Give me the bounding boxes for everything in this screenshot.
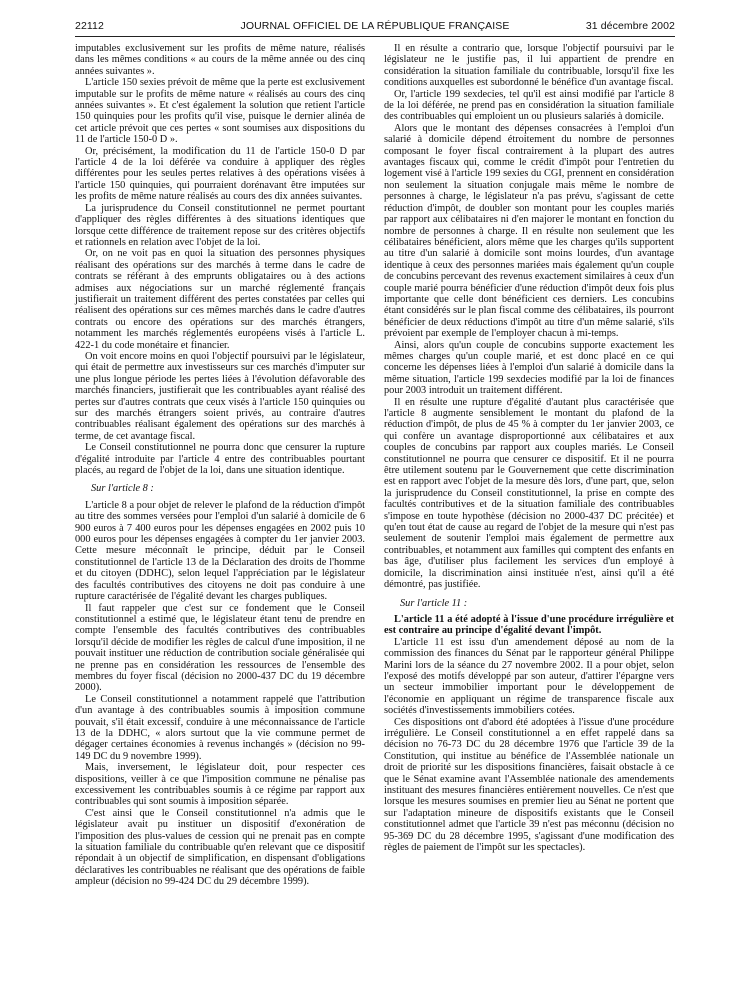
paragraph: L'article 11 est issu d'un amendement déposé au nom de la commission des finances du Sénat par le rapporteur général Philippe Marini lors de la séance du 27 novembre 2002. Il a pour objet, selon l'exposé des motifs développé par son auteur, d'attirer l'épargne vers un secteur immobilier important pour le développement de l'économie en appliquant un régime de transparence fiscale aux sociétés d'investissements immobiliers cotées. <box>384 636 674 717</box>
paragraph: Ces dispositions ont d'abord été adoptées à l'issue d'une procédure irrégulière. Le Conseil constitutionnel a en effet rappelé dans sa décision no 76-73 DC du 28 décembre 1976 que l'article 39 de la Constitution, qui institue au bénéfice de l'Assemblée nationale un droit de priorité sur les dispositions financières, faisait obstacle à ce que le Sénat examine avant l'Assemblée nationale des amendements instituant des mesures financières entièrement nouvelles. Ce n'est que lorsque les mesures soumises en premier lieu au Sénat ne portent que sur l'adaptation mineure de dispositifs existants que le Conseil constitutionnel admet que l'article 39 n'est pas méconnu (décision no 95-369 DC du 28 décembre 1995, s'agissant d'une modification des règles de paiement de l'impôt sur les spectacles). <box>384 716 674 854</box>
paragraph: Or, l'article 199 sexdecies, tel qu'il est ainsi modifié par l'article 8 de la loi déférée, ne prend pas en considération la situation familiale des contribuables qui emploient un ou plusieurs salariés à domicile. <box>384 88 674 123</box>
paragraph: Il en résulte a contrario que, lorsque l'objectif poursuivi par le législateur ne le justifie pas, il lui appartient de prendre en considération la situation familiale du contribuable, lorsqu'il fixe les conditions auxquelles est subordonné le bénéfice d'un avantage fiscal. <box>384 43 674 89</box>
section-heading: Sur l'article 8 : <box>91 483 154 495</box>
paragraph: Il en résulte une rupture d'égalité d'autant plus caractérisée que l'article 8 augmente sensiblement le montant du plafond de la réduction d'impôt, de plus de 45 % à compter du 1er janvier 2003, ce qui confère un avantage disproportionné aux célibataires et aux couples de concubins par rapport aux couples mariés. Le Conseil constitutionnel ne pourra que censurer ce dispositif. Et il ne pourra être utilement soutenu par le Gouvernement que cette discrimination est en rapport avec l'objet de la mesure dès lors, d'une part, que, selon la jurisprudence du Conseil constitutionnel, la prise en compte des facultés contributives et de la situation familiale des contribuables s'impose en toute hypothèse (décision no 2000-437 DC précitée) et qu'en tout état de cause au regard de l'objet de la mesure qui n'est pas seulement de soutenir l'emploi mais également de permettre aux contribuables, et notamment aux familles qui comptent des enfants en bas âge, d'utiliser plus facilement les services d'un employé à domicile, la discrimination ainsi instituée n'est, ainsi qu'il a été démontré, pas justifiée. <box>384 396 674 591</box>
left-column <box>75 43 365 888</box>
paragraph: On voit encore moins en quoi l'objectif poursuivi par le législateur, qui était de permettre aux investisseurs sur ces marchés d'imputer sur une plus longue période les pertes liées à l'évolution défavorable des marchés financiers, justifierait que les contribuables ayant réalisé des pertes sur d'autres contrats que ceux visés à l'article 150 quinquies ou sur des marchés étrangers soient privés, au contraire d'autres contribuables réalisant également des opérations sur des marchés à terme, de cet avantage fiscal. <box>75 350 365 442</box>
journal-title: JOURNAL OFFICIEL DE LA RÉPUBLIQUE FRANÇAISE <box>240 20 510 32</box>
paragraph: C'est ainsi que le Conseil constitutionnel n'a admis que le législateur avait pu instituer un dispositif d'exonération de l'imposition des plus-values de cession qui ne prenait pas en compte la situation familiale du contribuable qu'en relevant que ce dispositif répondait à un objectif de simplification, en dispensant d'obligations déclaratives les contribuables ne réalisant que des opérations de faible ampleur (décision no 99-424 DC du 29 décembre 1999). <box>75 807 365 888</box>
paragraph: Mais, inversement, le législateur doit, pour respecter ces dispositions, veiller à ce que l'imposition commune ne pénalise pas excessivement les contribuables soumis à ce régime par rapport aux contribuables qui sont soumis à imposition séparée. <box>75 762 365 808</box>
paragraph: Alors que le montant des dépenses consacrées à l'emploi d'un salarié à domicile dépend étroitement du nombre de personnes composant le foyer fiscal contrairement à la plupart des autres avantages fiscaux qui, comme le crédit d'impôt pour l'entretien du logement visé à l'article 199 sexies du CGI, prennent en considération non seulement la situation conjugale mais même le nombre de personnes à charge, le législateur n'a pas prévu, s'agissant de cette réduction d'impôt, de doubler son montant pour les couples mariés par rapport aux célibataires ni d'en majorer le montant en fonction du nombre de personnes à charge. Il en résulte non seulement que les célibataires bénéficient, alors même que les charges qu'ils supportent au titre d'un salarié à domicile sont moins lourdes, d'un avantage identique à ceux des personnes mariées mais également qu'un couple de concubins percevant des revenus exactement similaires à ceux d'un couple marié pourra bénéficier d'une réduction d'impôt deux fois plus importante que celle dont bénéficient ces derniers. Les concubins étant considérés sur le plan fiscal comme des célibataires, ils pourront bénéficier de deux réductions d'impôt au titre d'un même salarié, s'ils prévoient par exemple de l'employer chacun à mi-temps. <box>384 122 674 340</box>
section-heading: Sur l'article 11 : <box>400 597 468 609</box>
paragraph: imputables exclusivement sur les profits de même nature, réalisés dans les mêmes conditions « au cours de la même année ou des cinq années suivantes ». <box>75 43 365 77</box>
paragraph: Le Conseil constitutionnel a notamment rappelé que l'attribution d'un avantage à des contribuables soumis à imposition commune pouvait, s'il était excessif, conduire à une méconnaissance de l'article 13 de la DDHC, « alors surtout que la vie commune permet de dégager certaines économies à revenus inchangés » (décision no 99-149 DC du 9 novembre 1999). <box>75 693 365 762</box>
page-number: 22112 <box>75 20 104 32</box>
paragraph: Ainsi, alors qu'un couple de concubins supporte exactement les mêmes charges qu'un couple marié, et est donc placé en ce qui concerne les dépenses liées à l'emploi d'un salarié à domicile dans la même situation, l'article 199 sexdecies modifié par la loi de finances pour 2003 introduit un traitement différent. <box>384 339 674 397</box>
paragraph: Or, précisément, la modification du 11 de l'article 150-0 D par l'article 4 de la loi déférée va conduire à appliquer des règles différentes pour les seules pertes relatives à des opérations visées à l'article 150 quinquies, qui pourraient dorénavant être imputées sur les profits de même nature réalisés au cours des dix années suivantes. <box>75 145 365 203</box>
section-summary: L'article 11 a été adopté à l'issue d'une procédure irrégulière et est contraire au principe d'égalité devant l'impôt. <box>384 613 674 637</box>
right-column <box>384 43 674 853</box>
paragraph: L'article 150 sexies prévoit de même que la perte est exclusivement imputable sur le profits de même nature « réalisés au cours des cinq années suivantes ». Et c'est également la solution que retient l'article 150 quinquies pour les profits qu'il vise, puisque le dernier alinéa de cet article prévoit que ces pertes « sont soumises aux dispositions du 11 de l'article 150-0 D ». <box>75 77 365 146</box>
paragraph: Or, on ne voit pas en quoi la situation des personnes physiques réalisant des opérations sur des marchés à terme dans le cadre de contrats se référant à des emprunts obligataires ou à des actions admises aux négociations sur un marché réglementé français justifierait un traitement différent des pertes constatées par celles qui réalisent des opérations sur ces mêmes marchés dans le cadre d'autres contrats ou encore des opérations sur des marchés étrangers, notamment les marchés réglementés européens visés à l'article L. 422-1 du code monétaire et financier. <box>75 248 365 351</box>
issue-date: 31 décembre 2002 <box>585 20 675 32</box>
paragraph: L'article 8 a pour objet de relever le plafond de la réduction d'impôt au titre des sommes versées pour l'emploi d'un salarié à domicile de 6 900 euros à 7 400 euros pour les dépenses engagées en 2002 puis 10 000 euros pour les dépenses engagées à compter du 1er janvier 2003. Cette mesure méconnaît le principe, déduit par le Conseil constitutionnel de l'article 13 de la Déclaration des droits de l'homme et du citoyen (DDHC), selon lequel l'appréciation par le législateur des facultés contributives des citoyens ne doit pas conduire à une rupture caractérisée de l'égalité devant les charges publiques. <box>75 499 365 603</box>
page-header <box>75 16 675 36</box>
header-rule <box>75 36 675 37</box>
paragraph: Il faut rappeler que c'est sur ce fondement que le Conseil constitutionnel a estimé que, le législateur étant tenu de prendre en compte l'ensemble des facultés contributives des contribuables lorsqu'il décide de modifier les règles de calcul d'une imposition, il ne pouvait instituer une réduction de contribution sociale généralisée qui ne prenne pas en considération les ressources de l'ensemble des membres du foyer fiscal (décision no 2000-437 DC du 19 décembre 2000). <box>75 602 365 694</box>
paragraph: La jurisprudence du Conseil constitutionnel ne permet pourtant d'appliquer des règles différentes à des situations identiques que lorsque cette différence de traitement repose sur des critères objectifs et rationnels en relation avec l'objet de la loi. <box>75 202 365 248</box>
paragraph: Le Conseil constitutionnel ne pourra donc que censurer la rupture d'égalité introduite par l'article 4 entre des contribuables pourtant placés, au regard de l'objet de la loi, dans une situation identique. <box>75 442 365 477</box>
